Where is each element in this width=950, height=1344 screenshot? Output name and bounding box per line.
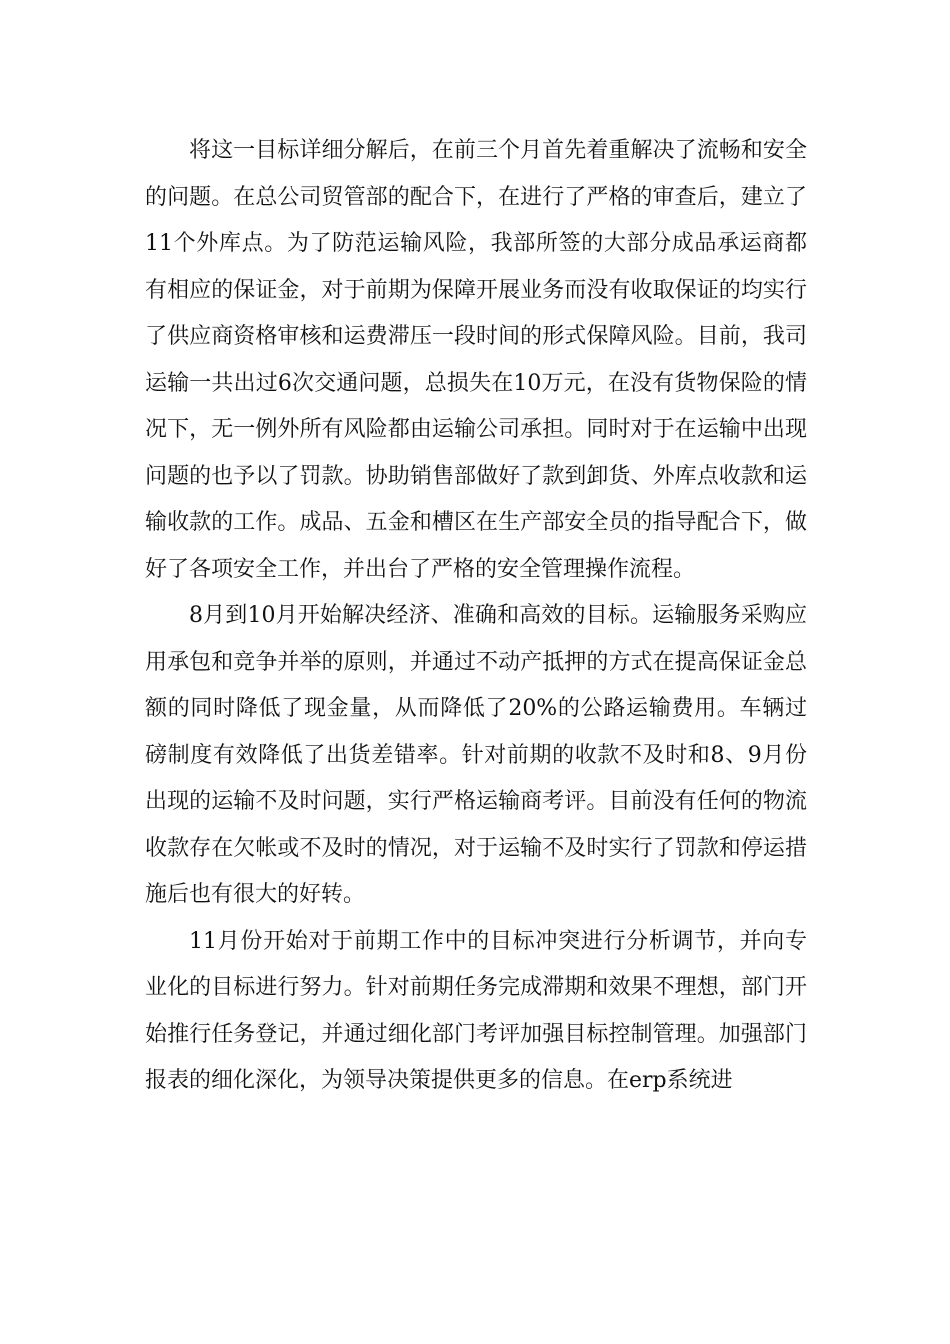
document-body bbox=[145, 128, 807, 1105]
paragraph-3: 11月份开始对于前期工作中的目标冲突进行分析调节，并向专业化的目标进行努力。针对前期任务完成滞期和效果不理想，部门开始推行任务登记，并通过细化部门考评加强目标控制管理。加强部门报表的细化深化，为领导决策提供更多的信息。在erp系统进 bbox=[145, 928, 807, 1093]
paragraph-1: 将这一目标详细分解后，在前三个月首先着重解决了流畅和安全的问题。在总公司贸管部的配合下，在进行了严格的审查后，建立了11个外库点。为了防范运输风险，我部所签的大部分成品承运商都有相应的保证金，对于前期为保障开展业务而没有收取保证的均实行了供应商资格审核和运费滞压一段时间的形式保障风险。目前，我司运输一共出过6次交通问题，总损失在10万元，在没有货物保险的情况下，无一例外所有风险都由运输公司承担。同时对于在运输中出现问题的也予以了罚款。协助销售部做好了款到卸货、外库点收款和运输收款的工作。成品、五金和槽区在生产部安全员的指导配合下，做好了各项安全工作，并出台了严格的安全管理操作流程。 bbox=[145, 138, 807, 582]
paragraph-2: 8月到10月开始解决经济、准确和高效的目标。运输服务采购应用承包和竞争并举的原则，并通过不动产抵押的方式在提高保证金总额的同时降低了现金量，从而降低了20%的公路运输费用。车辆过磅制度有效降低了出货差错率。针对前期的收款不及时和8、9月份出现的运输不及时问题，实行严格运输商考评。目前没有任何的物流收款存在欠帐或不及时的情况，对于运输不及时实行了罚款和停运措施后也有很大的好转。 bbox=[145, 603, 807, 907]
